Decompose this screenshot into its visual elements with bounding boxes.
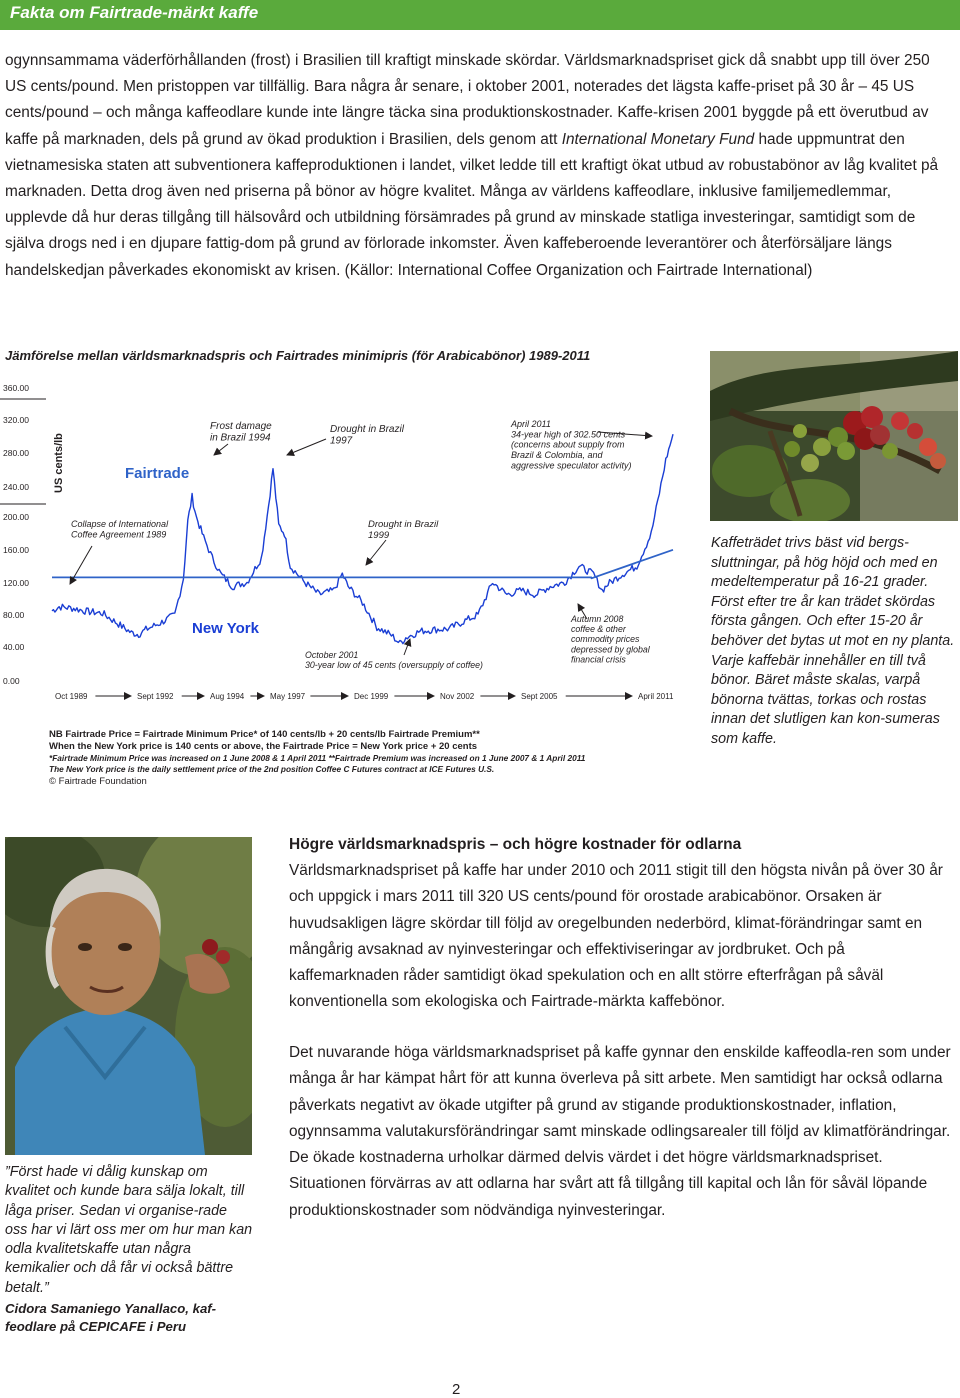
annotation-collapse-ica-line: Collapse of International: [71, 519, 169, 529]
x-tick-label: Sept 1992: [137, 692, 174, 701]
annotation-autumn-2008-line: financial crisis: [571, 654, 626, 665]
annotation-autumn-2008-line: coffee & other: [571, 624, 626, 635]
fairtrade-series-label: Fairtrade: [125, 465, 190, 482]
chart-note-3: *Fairtrade Minimum Price was increased on 1 June 2008 & 1 April 2011 **Fairtrade Premium was increased on 1 June 2007 & 1 April 2011: [49, 752, 586, 763]
page-number: 2: [452, 1381, 461, 1398]
annotation-collapse-ica-line: Coffee Agreement 1989: [71, 529, 167, 540]
intro-text-part2: hade uppmuntrat den vietnamesiska staten att subventionera kaffeproduktionen i landet, vilket ledde till ett kraftigt ökat utbud av robustabönor av låg kvalitet på marknaden. Detta drog även ned priserna på bönor av högre kvalitet. Många av världens kaffeodlare, inklusive familjemedlemmar, upplevde då hur deras tillgång till hälsovård och utbildning försämrades på grund av minskade statliga investeringar, samtidigt som de själva drogs ned i en djupare fattig-dom på grund av förlorade inkomster. Även kaffeberoende leverantörer och återförsäljare längs handelskedjan påverkades ekonomiskt av krisen. (Källor: International Coffee Organization och Fairtrade International): [5, 130, 939, 279]
x-tick-label: Sept 2005: [521, 692, 558, 701]
annotation-drought-1997-line: 1997: [330, 435, 353, 447]
annotation-april-2011-line: April 2011: [511, 419, 551, 429]
x-tick-label: Oct 1989: [55, 692, 88, 701]
quote-author: Cidora Samaniego Yanallaco, kaf-feodlare på CEPICAFE i Peru: [5, 1301, 217, 1334]
annotation-drought-1999-line: 1999: [368, 529, 390, 541]
x-tick-label: Nov 2002: [440, 692, 475, 701]
annotation-april-2011: [510, 419, 632, 470]
y-tick-label: 240.00: [3, 482, 29, 492]
y-tick-label: 200.00: [3, 512, 29, 522]
chart-note-2: When the New York price is 140 cents or above, the Fairtrade Price = New York price + 20 cents: [49, 740, 478, 752]
intro-text-italic: International Monetary Fund: [561, 130, 755, 148]
y-tick-label: 0.00: [3, 676, 20, 686]
y-tick-label: 160.00: [3, 545, 29, 555]
y-tick-label: 120.00: [3, 578, 29, 588]
intro-text-part1: ogynnsammama väderförhållanden (frost) i Brasilien till kraftigt minskade skördar. Världsmarknadspriset gick då snabbt upp till över 250 US cents/pound. Men pristoppen var tillfällig. Bara några år senare, i oktober 2001, noterades det lägsta kaffe-priset på 30 år – 45 US cents/pound – och många kaffeodlare kunde inte längre täcka sina produktionskostnader. Kaffe-krisen 2001 byggde på ett överutbud av kaffe på marknaden, dels på grund av ökad produktion i Brasilien, dels genom att: [5, 52, 930, 148]
intro-paragraph: [5, 48, 955, 284]
section-paragraph-1: Världsmarknadspriset på kaffe har under 2010 och 2011 stigit till den högsta nivån på över 30 år och uppgick i mars 2011 till 320 US cents/pound för orostade arabicabönor. Orsaken är huvudsakligen lägre skördar till följd av oregelbunden nederbörd, klimat-förändringar samt en mångårig avsaknad av nyinvesteringar och effektiviseringar av jordbruket. Och på kaffemarknaden råder samtidigt ökad spekulation och en allt större efterfrågan på såväl konventionella som ekologiska och Fairtrade-märkta kaffebönor.: [289, 862, 943, 1011]
coffee-cherries-photo: [710, 351, 958, 521]
y-axis-label: US cents/lb: [53, 433, 65, 493]
y-tick-label: 40.00: [3, 642, 25, 652]
annotation-frost-damage-line: in Brazil 1994: [210, 432, 271, 444]
annotation-drought-1997: [330, 424, 405, 447]
annotation-april-2011-line: Brazil & Colombia, and: [511, 450, 603, 461]
annotation-frost-damage: [210, 421, 272, 444]
section-paragraph-2: Det nuvarande höga världsmarknadspriset på kaffe gynnar den enskilde kaffeodla-ren som under många år har kämpat hårt för att kunna överleva på sitt arbete. Men samtidigt har också odlarna påverkats negativt av ökade utgifter på grund av stigande produktionskostnader, inflation, ogynnsamma valutakursförändringar samt minskade odlingsarealer till följd av klimatförändringar. De ökade kostnaderna urholkar därmed delvis värdet i det högre världsmarknadspriset. Situationen förvärras av att odlarna har svårt att få tillgång till kapital och lån för såväl löpande produktionskostnader som nödvändiga nyinvesteringar.: [289, 1044, 951, 1219]
newyork-series-label: New York: [192, 620, 259, 637]
annotation-october-2001-line: 30-year low of 45 cents (oversupply of coffee): [305, 660, 483, 671]
page-header-title: Fakta om Fairtrade-märkt kaffe: [10, 3, 259, 22]
annotation-autumn-2008-line: commodity prices: [571, 634, 640, 645]
arrow-drought99: [366, 540, 386, 565]
y-axis: [0, 383, 46, 686]
chart-notes: [49, 729, 689, 788]
y-tick-label: 280.00: [3, 448, 29, 458]
price-chart: [0, 370, 705, 725]
annotation-autumn-2008: [570, 614, 651, 664]
y-tick-label: 320.00: [3, 415, 29, 425]
farmer-quote: ”Först hade vi dålig kunskap om kvalitet och kunde bara sälja lokalt, till låga priser. Sedan vi organise-rade oss har vi lärt oss mer om hur man kan odla kvalitetskaffe utan några kemikalier och då får vi också bättre betalt.”: [5, 1164, 253, 1296]
annotation-drought-1997-line: Drought in Brazil: [330, 424, 404, 435]
x-tick-label: Dec 1999: [354, 692, 389, 701]
x-tick-label: April 2011: [638, 692, 674, 701]
chart-note-4: The New York price is the daily settlement price of the 2nd position Coffee C Futures contract at ICE Futures U.S.: [49, 764, 495, 775]
fairtrade-price-line: [52, 550, 673, 579]
y-tick-label: 80.00: [3, 610, 25, 620]
annotation-frost-damage-line: Frost damage: [210, 421, 272, 432]
x-tick-label: May 1997: [270, 692, 306, 701]
farmer-portrait-photo: [5, 837, 252, 1155]
annotation-drought-1999: [368, 519, 439, 541]
x-tick-label: Aug 1994: [210, 692, 245, 701]
y-tick-label: 360.00: [3, 383, 29, 393]
chart-note-1: NB Fairtrade Price = Fairtrade Minimum Price* of 140 cents/lb + 20 cents/lb Fairtrade Premium**: [49, 729, 480, 740]
photo-caption: Kaffeträdet trivs bäst vid bergs-sluttningar, på hög höjd och med en medeltemperatur på 16-21 grader. Först efter tre år kan trädet skördas första gången. Och efter 15-20 år behöver det bytas ut mot en ny planta. Varje kaffebär innehåller en till två bönor. Bäret måste skalas, varpå bönorna tvättas, torkas och rostas innan det slutligen kan kon-sumeras som kaffe.: [711, 535, 955, 747]
annotation-april-2011-line: 34-year high of 302.50 cents: [511, 429, 626, 440]
annotation-april-2011-line: aggressive speculator activity): [511, 460, 632, 471]
annotation-autumn-2008-line: Autumn 2008: [571, 614, 624, 624]
arrow-frost: [214, 444, 228, 455]
annotation-group: [71, 419, 651, 670]
annotation-collapse-ica: [71, 519, 169, 539]
section-heading: Högre världsmarknadspris – och högre kostnader för odlarna: [289, 836, 742, 853]
annotation-drought-1999-line: Drought in Brazil: [368, 519, 439, 530]
annotation-april-2011-line: (concerns about supply from: [511, 439, 625, 450]
annotation-october-2001-line: October 2001: [305, 650, 359, 660]
chart-note-5: © Fairtrade Foundation: [49, 776, 147, 788]
annotation-october-2001: [305, 650, 483, 670]
arrow-drought97: [287, 439, 326, 455]
annotation-autumn-2008-line: depressed by global: [571, 644, 650, 655]
chart-title: Jämförelse mellan världsmarknadspris och Fairtrades minimipris (för Arabicabönor) 1989-2011: [5, 348, 591, 363]
